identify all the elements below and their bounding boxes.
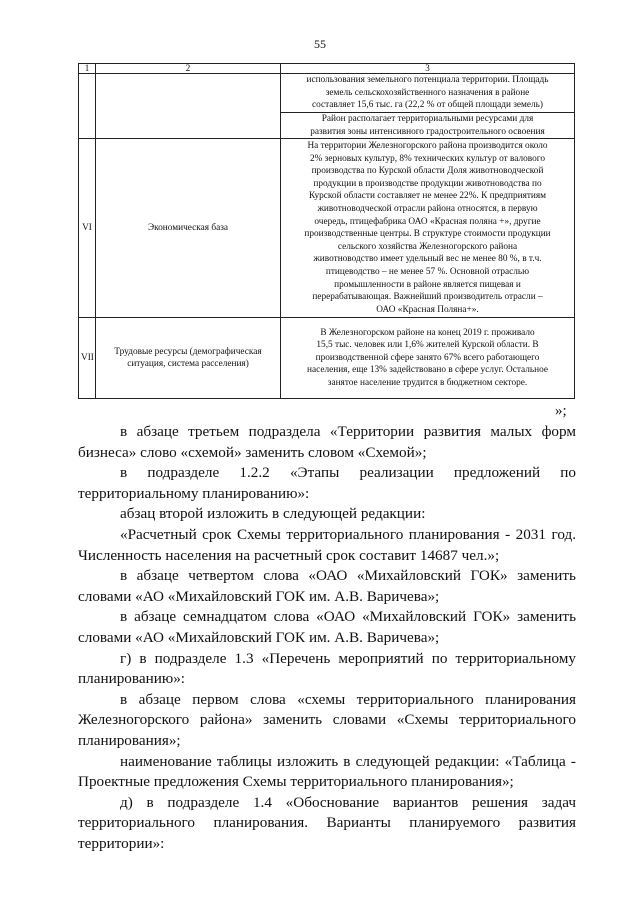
text-line: территориального планирования. Варианты планируемого развития <box>78 814 576 832</box>
cell-text-line: земель сельскохозяйственного назначения в районе <box>325 87 530 98</box>
paragraph <box>78 566 576 607</box>
cell-text-line: составляет 15,6 тыс. га (22,2 % от общей площади земель) <box>311 100 544 111</box>
paragraph <box>78 504 576 525</box>
row-number-cell <box>79 74 96 139</box>
text-line: «Расчетный срок Схемы территориального планирования - 2031 год. <box>120 525 576 543</box>
cell-text-line: продукции в производстве продукции животноводства по <box>313 178 542 189</box>
text-line: словами «АО «Михайловский ГОК им. А.В. Варичева»; <box>78 587 440 605</box>
cell-text-line: Курской области составляет не менее 22%. К предприятиям <box>308 191 547 202</box>
text-line: Проектные предложения Схемы территориального планирования»; <box>78 773 514 791</box>
row-content-cell <box>281 113 575 139</box>
cell-text-line: населения, еще 13% задействовано в сфере услуг. Остальное <box>307 365 548 376</box>
column-header: 1 <box>79 64 96 74</box>
table-row <box>79 74 575 113</box>
cell-text-line: производства по Курской области Доля животноводческой <box>311 166 544 177</box>
cell-text-line: животноводство имеет удельный вес не менее 80 %, в т.ч. <box>313 254 542 265</box>
column-header: 2 <box>96 64 281 74</box>
text-line: бизнеса» слово «схемой» заменить словом «Схемой»; <box>78 443 427 461</box>
cell-text-line: перерабатывающая. Важнейший производитель отрасли – <box>312 292 543 303</box>
text-line: г) в подразделе 1.3 «Перечень мероприятий по территориальному <box>120 649 576 667</box>
text-line: Численность населения на расчетный срок составит 14687 чел.»; <box>78 546 500 564</box>
table-row <box>79 139 575 318</box>
column-header: 3 <box>281 64 575 74</box>
data-table <box>78 63 575 399</box>
table-row <box>79 318 575 399</box>
text-line: планирования»; <box>78 731 181 749</box>
row-name-cell: Экономическая база <box>96 139 281 318</box>
text-line: территории»: <box>78 834 165 852</box>
row-name-cell: Трудовые ресурсы (демографическая ситуация, система расселения) <box>96 318 281 399</box>
text-line: территориальному планированию»: <box>78 484 310 502</box>
paragraph <box>78 525 576 566</box>
text-line: планированию»: <box>78 670 186 688</box>
cell-text-line: развития зоны интенсивного градостроительного освоения <box>310 126 545 137</box>
paragraph <box>78 649 576 690</box>
paragraph <box>78 752 576 793</box>
paragraph <box>78 793 576 855</box>
cell-text-line: птицеводство – не менее 57 %. Основной отраслью <box>325 266 530 277</box>
row-content-cell <box>281 74 575 113</box>
text-line: в абзаце третьем подраздела «Территории развития малых форм <box>120 423 576 440</box>
cell-text-line: промышленности в районе является пищевая и <box>334 279 521 290</box>
row-name-cell <box>96 74 281 139</box>
body-text <box>78 422 576 854</box>
cell-text-line: 2% зерновых культур, 8% технических культур от валового <box>309 153 546 164</box>
cell-text-line: сельского хозяйства Железногорского района <box>337 241 518 252</box>
text-line: словами «АО «Михайловский ГОК им. А.В. Варичева»; <box>78 628 440 646</box>
text-line: абзац второй изложить в следующей редакции: <box>120 505 426 523</box>
text-line: в подразделе 1.2.2 «Этапы реализации предложений по <box>120 464 576 482</box>
cell-text-line: 15,5 тыс. человек или 1,6% жителей Курской области. В <box>316 340 539 351</box>
row-number-cell: VII <box>79 318 96 399</box>
cell-text-line: производственной сфере занято 67% всего работающего <box>315 352 540 363</box>
closing-quote: »; <box>555 403 567 419</box>
row-content-cell <box>281 318 575 399</box>
paragraph <box>78 690 576 752</box>
text-line: наименование таблицы изложить в следующей редакции: «Таблица - <box>120 752 576 770</box>
text-line: в абзаце семнадцатом слова «ОАО «Михайловский ГОК» заменить <box>120 608 576 626</box>
cell-text-line: производственные центры. В структуре стоимости продукции <box>304 229 551 240</box>
paragraph <box>78 607 576 648</box>
cell-text-line: использования земельного потенциала территории. Площадь <box>306 75 549 86</box>
paragraph <box>78 422 576 463</box>
cell-text-line: животноводческой отрасли района относятся, в первую <box>317 204 538 214</box>
cell-text-line: занятое население трудится в бюджетном секторе. <box>327 378 528 389</box>
text-line: в абзаце четвертом слова «ОАО «Михайловский ГОК» заменить <box>120 567 576 585</box>
table-header-row <box>79 64 575 74</box>
paragraph <box>78 463 576 504</box>
cell-text-line: В Железногорском районе на конец 2019 г. проживало <box>320 327 535 338</box>
text-line: Железногорского района» заменить словами «Схемы территориального <box>78 711 576 729</box>
text-line: в абзаце первом слова «схемы территориального планирования <box>120 690 576 708</box>
cell-text-line: очередь, птицефабрика ОАО «Красная поляна +», другие <box>314 216 541 227</box>
cell-text-line: Район располагает территориальными ресурсами для <box>321 114 534 124</box>
cell-text-line: На территории Железногорского района производится около <box>307 141 548 152</box>
cell-text-line: ОАО «Красная Поляна+». <box>376 304 479 315</box>
row-content-cell <box>281 139 575 318</box>
page-number: 55 <box>314 37 326 51</box>
text-line: д) в подразделе 1.4 «Обоснование вариантов решения задач <box>120 793 576 811</box>
row-number-cell: VI <box>79 139 96 318</box>
